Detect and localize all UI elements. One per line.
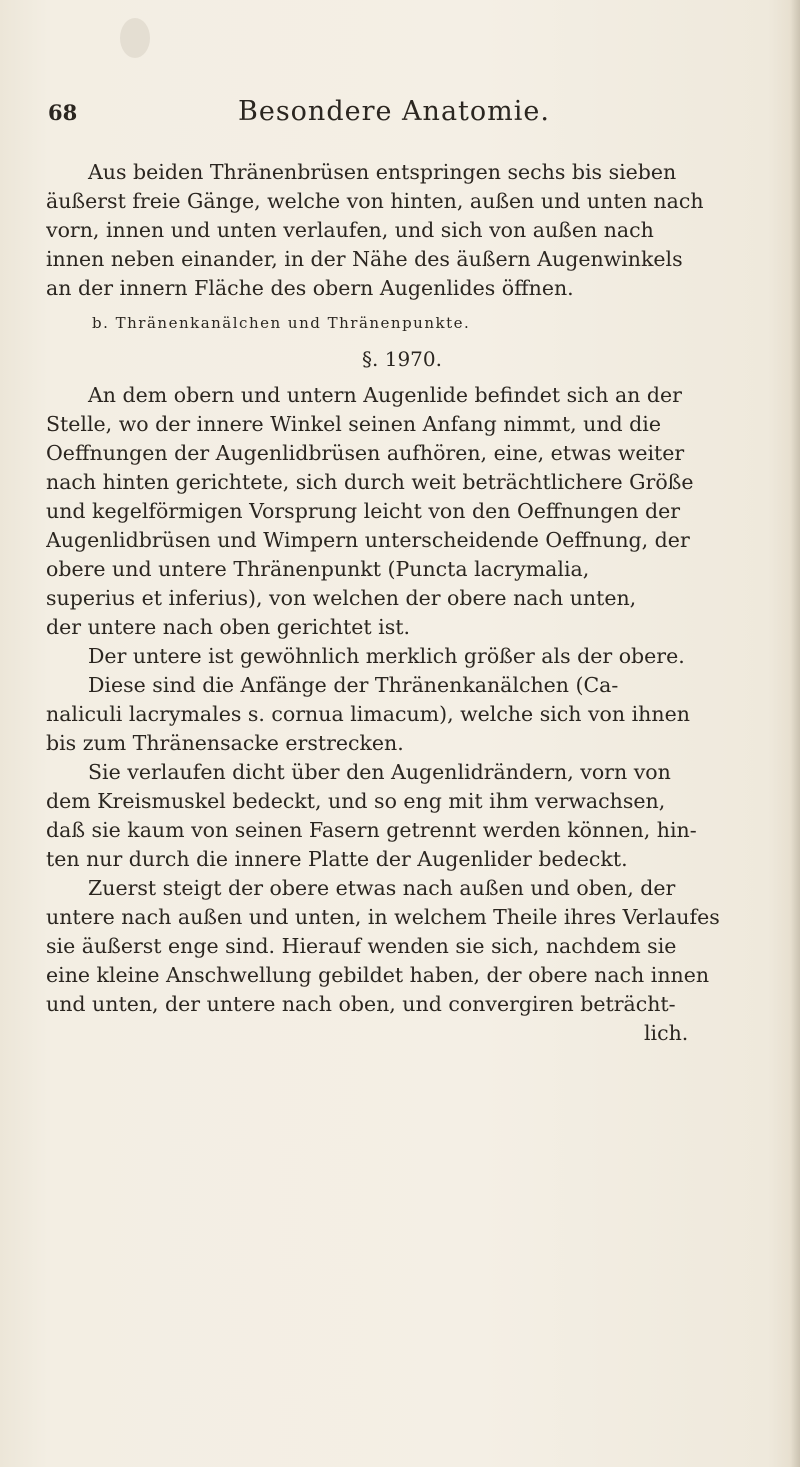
text-line: Der untere ist gewöhnlich merklich größer als der obere.: [88, 644, 685, 668]
text-line: obere und untere Thränenpunkt (Puncta lacrymalia,: [46, 557, 590, 581]
text-line: superius et inferius), von welchen der obere nach unten,: [46, 586, 637, 610]
text-line: sie äußerst enge sind. Hierauf wenden sie sich, nachdem sie: [46, 934, 677, 958]
text-line: eine kleine Anschwellung gebildet haben, der obere nach innen: [46, 963, 710, 987]
body-text: [46, 158, 756, 1048]
running-title: Besondere Anatomie.: [238, 96, 550, 127]
text-line-final: lich.: [644, 1021, 689, 1045]
page-edge-shadow: [790, 0, 800, 1467]
text-line: An dem obern und untern Augenlide befindet sich an der: [88, 383, 682, 407]
text-line: Stelle, wo der innere Winkel seinen Anfang nimmt, und die: [46, 412, 661, 436]
section-number: §. 1970.: [362, 347, 442, 371]
text-line: naliculi lacrymales s. cornua limacum), welche sich von ihnen: [46, 702, 690, 726]
text-line: daß sie kaum von seinen Fasern getrennt werden können, hin-: [46, 818, 697, 842]
page-header: [48, 96, 748, 130]
text-line: vorn, innen und unten verlaufen, und sich von außen nach: [46, 218, 654, 242]
page-number: 68: [48, 100, 78, 125]
text-line: an der innern Fläche des obern Augenlides öffnen.: [46, 276, 574, 300]
subheading: b. Thränenkanälchen und Thränenpunkte.: [92, 314, 471, 332]
text-line: Aus beiden Thränenbrüsen entspringen sechs bis sieben: [88, 160, 677, 184]
text-line: der untere nach oben gerichtet ist.: [46, 615, 410, 639]
text-line: dem Kreismuskel bedeckt, und so eng mit ihm verwachsen,: [46, 789, 666, 813]
text-line: und kegelförmigen Vorsprung leicht von den Oeffnungen der: [46, 499, 681, 523]
text-line: Diese sind die Anfänge der Thränenkanälchen (Ca-: [88, 673, 619, 697]
text-line: ten nur durch die innere Platte der Augenlider bedeckt.: [46, 847, 628, 871]
text-line: bis zum Thränensacke erstrecken.: [46, 731, 404, 755]
text-line: Zuerst steigt der obere etwas nach außen und oben, der: [88, 876, 676, 900]
text-line: untere nach außen und unten, in welchem Theile ihres Verlaufes: [46, 905, 720, 929]
text-line: Sie verlaufen dicht über den Augenlidrändern, vorn von: [88, 760, 671, 784]
text-line: und unten, der untere nach oben, und convergiren beträcht-: [46, 992, 676, 1016]
text-line: äußerst freie Gänge, welche von hinten, außen und unten nach: [46, 189, 704, 213]
text-line: innen neben einander, in der Nähe des äußern Augenwinkels: [46, 247, 683, 271]
text-line: nach hinten gerichtete, sich durch weit beträchtlichere Größe: [46, 470, 694, 494]
paper-stain: [120, 18, 150, 58]
text-line: Oeffnungen der Augenlidbrüsen aufhören, eine, etwas weiter: [46, 441, 685, 465]
text-line: Augenlidbrüsen und Wimpern unterscheidende Oeffnung, der: [46, 528, 690, 552]
